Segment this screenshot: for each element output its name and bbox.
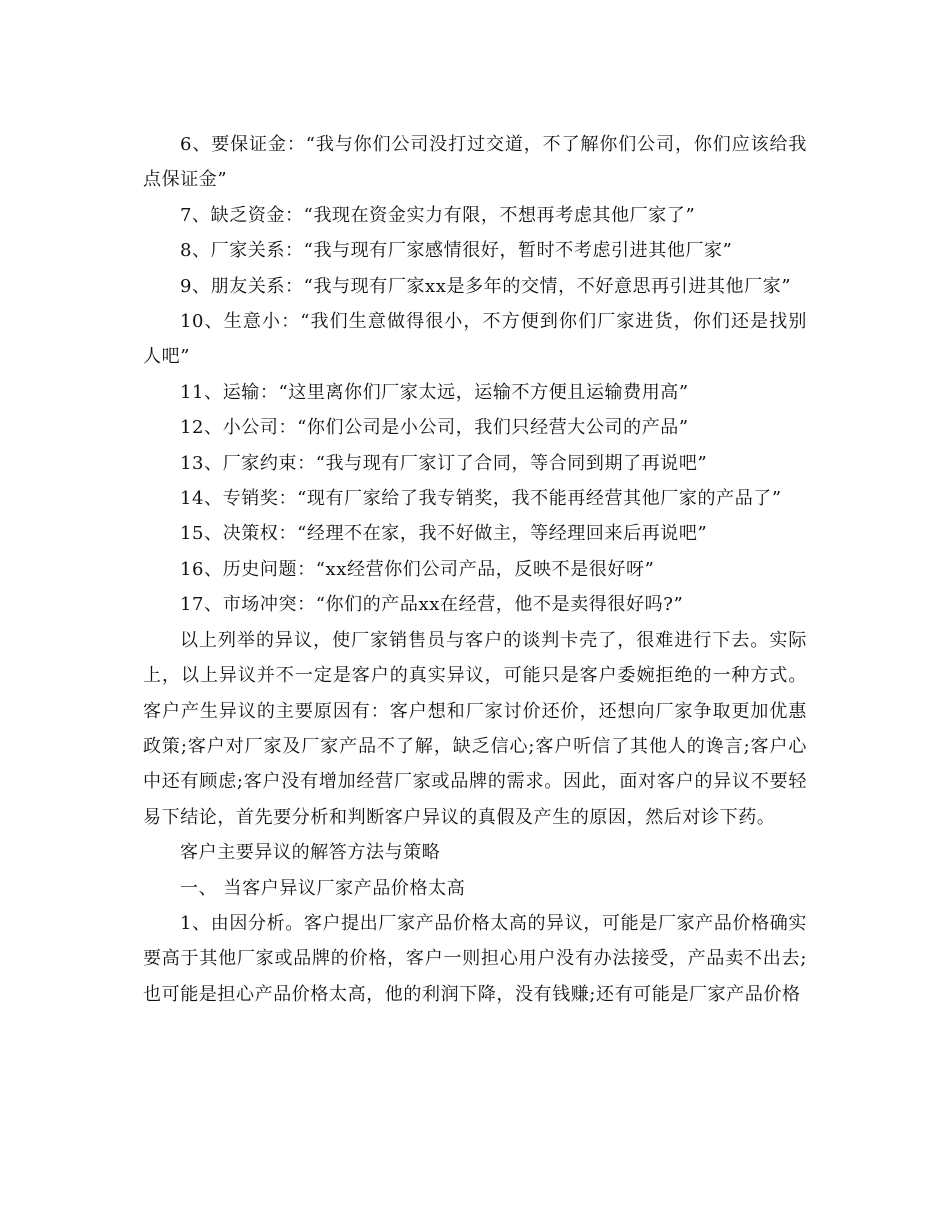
paragraph-objection-7: 7、缺乏资金：“我现在资金实力有限，不想再考虑其他厂家了” (180, 204, 696, 226)
paragraph-objection-11: 11、运输：“这里离你们厂家太远，运输不方便且运输费用高” (180, 381, 689, 403)
paragraph-objection-12: 12、小公司：“你们公司是小公司，我们只经营大公司的产品” (180, 417, 689, 439)
paragraph-objection-15: 15、决策权：“经理不在家，我不好做主，等经理回来后再说吧” (180, 523, 708, 545)
section-heading: 客户主要异议的解答方法与策略 (180, 842, 441, 864)
paragraph-cause-analysis: 1、由因分析。客户提出厂家产品价格太高的异议，可能是厂家产品价格确实要高于其他厂家或品牌的价格，客户一则担心用户没有办法接受，产品卖不出去;也可能是担心产品价格太高，他的利润下降，没有钱赚;还有可能是厂家产品价格 (143, 912, 807, 1005)
paragraph-objection-14: 14、专销奖：“现有厂家给了我专销奖，我不能再经营其他厂家的产品了” (180, 488, 782, 510)
paragraph-objection-16: 16、历史问题：“xx经营你们公司产品，反映不是很好呀” (180, 558, 655, 580)
subsection-heading: 一、 当客户异议厂家产品价格太高 (180, 877, 466, 899)
paragraph-objection-8: 8、厂家关系：“我与现有厂家感情很好，暂时不考虑引进其他厂家” (180, 240, 733, 262)
paragraph-objection-13: 13、厂家约束：“我与现有厂家订了合同，等合同到期了再说吧” (180, 452, 708, 474)
paragraph-objection-6: 6、要保证金：“我与你们公司没打过交道，不了解你们公司，你们应该给我点保证金” (143, 134, 807, 191)
paragraph-objection-10: 10、生意小：“我们生意做得很小，不方便到你们厂家进货，你们还是找别人吧” (143, 311, 807, 368)
paragraph-objection-17: 17、市场冲突：“你们的产品xx在经营，他不是卖得很好吗?” (180, 594, 684, 616)
document-body (143, 127, 807, 1012)
paragraph-objection-9: 9、朋友关系：“我与现有厂家xx是多年的交情，不好意思再引进其他厂家” (180, 275, 792, 297)
paragraph-summary: 以上列举的异议，使厂家销售员与客户的谈判卡壳了，很难进行下去。实际上，以上异议并不一定是客户的真实异议，可能只是客户委婉拒绝的一种方式。客户产生异议的主要原因有：客户想和厂家讨价还价，还想向厂家争取更加优惠政策;客户对厂家及厂家产品不了解，缺乏信心;客户听信了其他人的谗言;客户心中还有顾虑;客户没有增加经营厂家或品牌的需求。因此，面对客户的异议不要轻易下结论，首先要分析和判断客户异议的真假及产生的原因，然后对诊下药。 (143, 629, 807, 828)
